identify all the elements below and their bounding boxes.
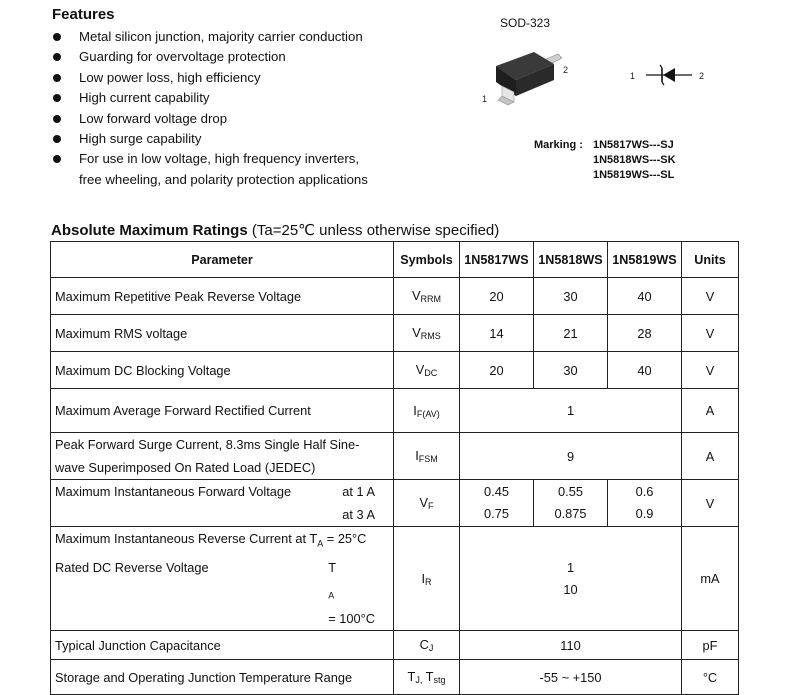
bullet-icon bbox=[53, 53, 61, 61]
parameter-cell bbox=[51, 433, 394, 480]
table-row bbox=[51, 389, 739, 433]
feature-text: Guarding for overvoltage protection bbox=[79, 49, 286, 65]
bullet-icon bbox=[53, 115, 61, 123]
header-symbols: Symbols bbox=[394, 242, 460, 278]
symbol-sub: FSM bbox=[418, 454, 438, 464]
value-cell: 9 bbox=[460, 433, 682, 480]
unit-cell: A bbox=[682, 433, 739, 480]
value-cell: 40 bbox=[608, 352, 682, 389]
table-row bbox=[51, 480, 739, 527]
parameter-line bbox=[55, 480, 393, 503]
parameter-cell: Maximum RMS voltage bbox=[51, 315, 394, 352]
parameter-text: Rated DC Reverse Voltage bbox=[55, 559, 209, 575]
features-list bbox=[52, 27, 368, 190]
value-cell bbox=[460, 527, 682, 631]
features-title: Features bbox=[52, 6, 115, 23]
symbol-cell bbox=[394, 527, 460, 631]
value-cell bbox=[460, 480, 534, 527]
feature-text: For use in low voltage, high frequency inverters, bbox=[79, 151, 360, 167]
symbol-sub: J bbox=[428, 643, 434, 654]
parameter-line bbox=[55, 503, 393, 526]
feature-item bbox=[52, 109, 368, 129]
header-1n5817ws: 1N5817WS bbox=[460, 242, 534, 278]
parameter-text: Maximum Instantaneous Forward Voltage bbox=[55, 484, 292, 499]
value-cell: 28 bbox=[608, 315, 682, 352]
symbol-main: I bbox=[421, 570, 426, 586]
marking-code: 1N5819WS---SL bbox=[593, 169, 675, 181]
diode-symbol-icon bbox=[626, 64, 712, 86]
condition-text: at 1 A bbox=[342, 484, 375, 499]
symbol-sub: J, bbox=[415, 675, 423, 686]
table-row bbox=[51, 315, 739, 352]
symbol-cell bbox=[394, 352, 460, 389]
condition-text bbox=[328, 556, 375, 631]
unit-cell: pF bbox=[682, 631, 739, 660]
value-cell: 21 bbox=[534, 315, 608, 352]
condition-sub: A bbox=[328, 590, 335, 601]
symbol-main: I bbox=[415, 448, 419, 463]
unit-cell: V bbox=[682, 352, 739, 389]
parameter-cell: Typical Junction Capacitance bbox=[51, 631, 394, 660]
unit-cell: V bbox=[682, 278, 739, 315]
symbol-cell bbox=[394, 480, 460, 527]
header-1n5819ws: 1N5819WS bbox=[608, 242, 682, 278]
marking-code: 1N5818WS---SK bbox=[593, 154, 676, 166]
parameter-line: wave Superimposed On Rated Load (JEDEC) bbox=[55, 460, 316, 475]
package-pin-2-label: 2 bbox=[563, 65, 569, 75]
unit-cell: °C bbox=[682, 660, 739, 695]
condition-end: = 100°C bbox=[328, 611, 375, 627]
feature-text: High surge capability bbox=[79, 131, 202, 147]
parameter-cell: Storage and Operating Junction Temperature Range bbox=[51, 660, 394, 695]
symbol-pin-1-label: 1 bbox=[630, 71, 636, 81]
value-cell: 20 bbox=[460, 352, 534, 389]
bullet-icon bbox=[53, 33, 61, 41]
value-cell bbox=[608, 480, 682, 527]
symbol-cell bbox=[394, 315, 460, 352]
symbol-main: I bbox=[413, 402, 417, 418]
value-cell bbox=[534, 480, 608, 527]
unit-cell: mA bbox=[682, 527, 739, 631]
condition-text: at 3 A bbox=[342, 507, 375, 522]
unit-cell: A bbox=[682, 389, 739, 433]
header-units: Units bbox=[682, 242, 739, 278]
table-row bbox=[51, 433, 739, 480]
feature-text: Low forward voltage drop bbox=[79, 110, 228, 126]
symbol-main: V bbox=[412, 325, 421, 340]
table-row bbox=[51, 527, 739, 631]
feature-item bbox=[52, 88, 368, 108]
symbol-sub: RRM bbox=[420, 294, 442, 304]
feature-text: Metal silicon junction, majority carrier conduction bbox=[79, 29, 363, 44]
package-name: SOD-323 bbox=[500, 16, 551, 30]
value-line: 0.75 bbox=[484, 506, 509, 521]
symbol-main-2: T bbox=[422, 669, 434, 685]
value-line: 10 bbox=[563, 581, 578, 597]
feature-text: Low power loss, high efficiency bbox=[79, 69, 261, 85]
table-row bbox=[51, 660, 739, 695]
table-row bbox=[51, 631, 739, 660]
marking-label: Marking : bbox=[534, 139, 583, 151]
value-line: 1 bbox=[566, 559, 575, 575]
parameter-cell bbox=[51, 527, 394, 631]
value-line: 0.875 bbox=[554, 506, 587, 521]
value-cell: -55 ~ +150 bbox=[460, 660, 682, 695]
value-cell: 1 bbox=[460, 389, 682, 433]
feature-item bbox=[52, 47, 368, 67]
feature-item bbox=[52, 68, 368, 88]
value-line: 0.6 bbox=[635, 484, 654, 499]
symbol-main: C bbox=[419, 637, 429, 653]
parameter-cell bbox=[51, 480, 394, 527]
bullet-icon bbox=[53, 155, 61, 163]
value-line: 0.9 bbox=[635, 506, 654, 521]
parameter-sub: A bbox=[317, 538, 324, 549]
parameter-cell: Maximum Repetitive Peak Reverse Voltage bbox=[51, 278, 394, 315]
header-parameter: Parameter bbox=[51, 242, 394, 278]
parameter-text: Maximum Instantaneous Reverse Current at T bbox=[55, 531, 318, 546]
symbol-pin-2-label: 2 bbox=[699, 71, 705, 81]
value-cell: 110 bbox=[460, 631, 682, 660]
symbol-cell bbox=[394, 278, 460, 315]
value-cell: 20 bbox=[460, 278, 534, 315]
marking-codes bbox=[593, 138, 676, 183]
value-line: 0.55 bbox=[558, 484, 583, 499]
bullet-icon bbox=[53, 74, 61, 82]
symbol-main: V bbox=[419, 495, 429, 510]
header-1n5818ws: 1N5818WS bbox=[534, 242, 608, 278]
parameter-cell: Maximum DC Blocking Voltage bbox=[51, 352, 394, 389]
symbol-sub: DC bbox=[424, 368, 438, 378]
symbol-sub: RMS bbox=[420, 331, 441, 341]
symbol-cell bbox=[394, 660, 460, 695]
table-row bbox=[51, 352, 739, 389]
symbol-main: V bbox=[415, 362, 425, 377]
condition-main: T bbox=[328, 559, 337, 575]
ratings-title-main: Absolute Maximum Ratings bbox=[51, 222, 248, 239]
ratings-table bbox=[50, 241, 739, 695]
value-cell: 40 bbox=[608, 278, 682, 315]
table-header-row bbox=[51, 242, 739, 278]
feature-item bbox=[52, 129, 368, 149]
symbol-main: T bbox=[407, 669, 416, 685]
marking-code: 1N5817WS---SJ bbox=[593, 139, 674, 151]
symbol-sub-2: stg bbox=[433, 675, 446, 686]
bullet-icon bbox=[53, 94, 61, 102]
symbol-cell bbox=[394, 631, 460, 660]
parameter-line bbox=[55, 527, 393, 556]
symbol-sub: R bbox=[425, 576, 432, 587]
sod323-package-image bbox=[474, 40, 584, 112]
package-pin-1-label: 1 bbox=[482, 94, 488, 104]
unit-cell: V bbox=[682, 315, 739, 352]
feature-item bbox=[52, 27, 368, 47]
value-cell: 14 bbox=[460, 315, 534, 352]
parameter-line bbox=[55, 556, 393, 631]
symbol-cell bbox=[394, 433, 460, 480]
ratings-title-condition: (Ta=25℃ unless otherwise specified) bbox=[251, 222, 500, 239]
parameter-cell: Maximum Average Forward Rectified Current bbox=[51, 389, 394, 433]
feature-item bbox=[52, 149, 368, 190]
symbol-main: V bbox=[411, 288, 421, 303]
value-line: 0.45 bbox=[484, 484, 509, 499]
unit-cell: V bbox=[682, 480, 739, 527]
value-cell: 30 bbox=[534, 278, 608, 315]
table-row bbox=[51, 278, 739, 315]
ratings-title bbox=[51, 221, 499, 239]
parameter-line: Peak Forward Surge Current, 8.3ms Single Half Sine- bbox=[55, 437, 360, 452]
parameter-text: = 25°C bbox=[323, 531, 367, 546]
symbol-sub: F bbox=[428, 501, 434, 511]
bullet-icon bbox=[53, 135, 61, 143]
symbol-cell bbox=[394, 389, 460, 433]
feature-text: High current capability bbox=[79, 90, 210, 106]
value-cell: 30 bbox=[534, 352, 608, 389]
feature-text-continued: free wheeling, and polarity protection applications bbox=[79, 171, 368, 187]
symbol-sub: F(AV) bbox=[416, 408, 440, 419]
